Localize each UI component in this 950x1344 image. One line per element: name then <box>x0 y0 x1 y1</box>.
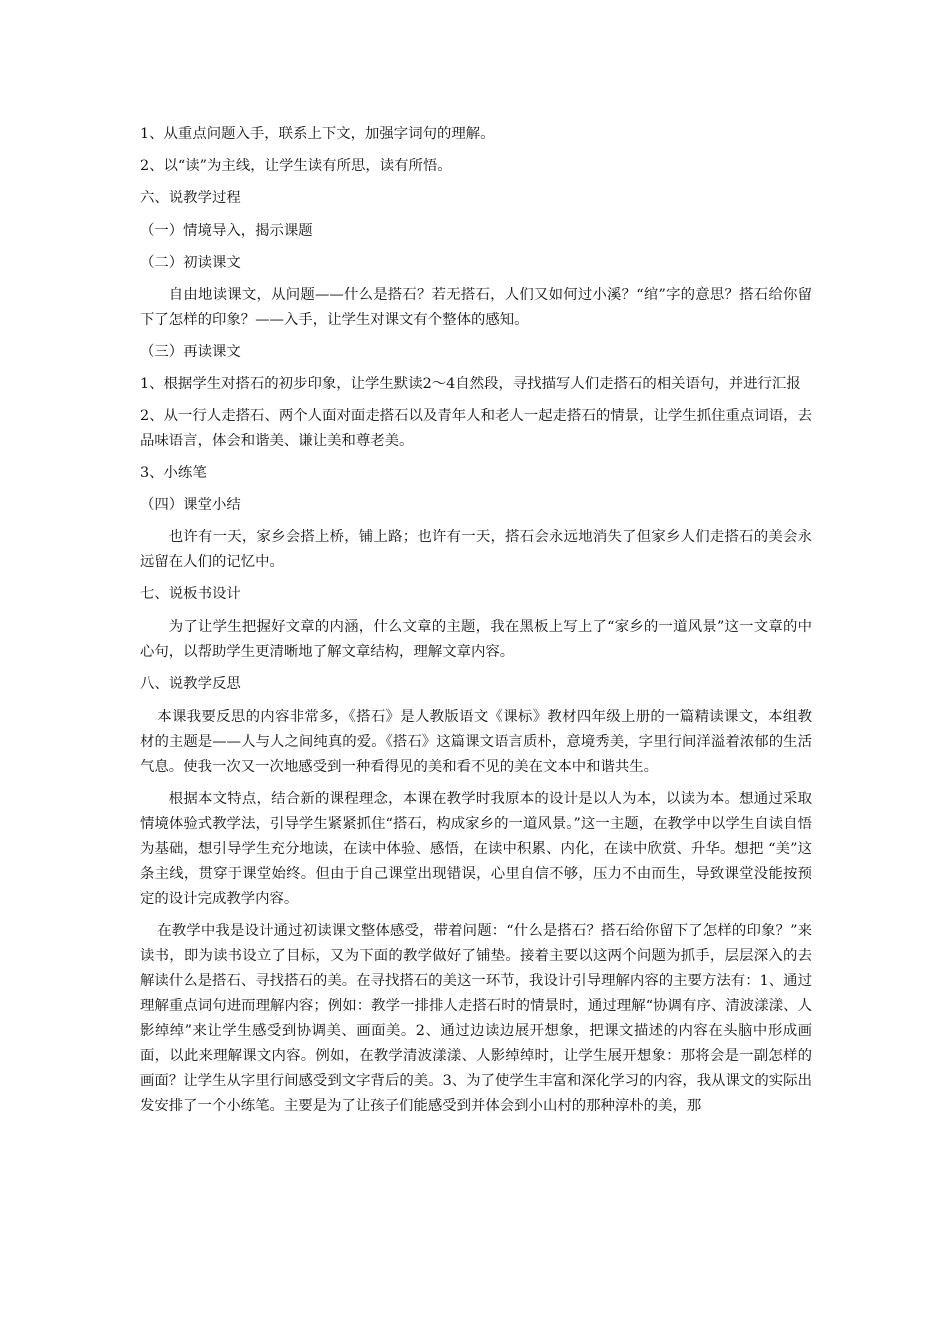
paragraph: 本课我要反思的内容非常多，《搭石》是人教版语文《课标》教材四年级上册的一篇精读课文，本组教材的主题是——人与人之间纯真的爱。《搭石》这篇课文语言质朴，意境秀美，字里行间洋溢着浓郁的生活气息。使我一次又一次地感受到一种看得见的美和看不见的美在文本中和谐共生。 <box>140 709 812 775</box>
sub-heading: （三）再读课文 <box>140 344 241 360</box>
paragraph: 2、从一行人走搭石、两个人面对面走搭石以及青年人和老人一起走搭石的情景，让学生抓住重点词语，去品味语言，体会和谐美、谦让美和尊老美。 <box>140 408 812 449</box>
section-heading: 八、说教学反思 <box>140 676 241 692</box>
document-body <box>140 122 812 1126</box>
sub-heading: （一）情境导入，揭示课题 <box>140 223 313 239</box>
paragraph: 为了让学生把握好文章的内涵，什么文章的主题，我在黑板上写上了“家乡的一道风景”这一文章的中心句，以帮助学生更清晰地了解文章结构，理解文章内容。 <box>140 619 812 660</box>
sub-heading: （四）课堂小结 <box>140 497 241 513</box>
paragraph: 在教学中我是设计通过初读课文整体感受，带着问题：“什么是搭石？搭石给你留下了怎样的印象？”来读书，即为读书设立了目标，又为下面的教学做好了铺垫。接着主要以这两个问题为抓手，层层深入的去解读什么是搭石、寻找搭石的美。在寻找搭石的美这一环节，我设计引导理解内容的主要方法有：1、通过理解重点词句进而理解内容；例如：教学一排排人走搭石时的情景时，通过理解“协调有序、清波漾漾、人影绰绰”来让学生感受到协调美、画面美。2、通过边读边展开想象，把课文描述的内容在头脑中形成画面，以此来理解课文内容。例如，在教学清波漾漾、人影绰绰时，让学生展开想象：那将会是一副怎样的画面？让学生从字里行间感受到文字背后的美。3、为了使学生丰富和深化学习的内容，我从课文的实际出发安排了一个小练笔。主要是为了让孩子们能感受到并体会到小山村的那种淳朴的美，那 <box>140 923 812 1114</box>
sub-heading: （二）初读课文 <box>140 255 241 271</box>
paragraph: 3、小练笔 <box>140 465 207 481</box>
paragraph: 1、从重点问题入手，联系上下文，加强字词句的理解。 <box>140 126 495 142</box>
section-heading: 七、说板书设计 <box>140 586 241 602</box>
paragraph: 自由地读课文，从问题——什么是搭石？若无搭石，人们又如何过小溪？“绾”字的意思？搭石给你留下了怎样的印象？——入手，让学生对课文有个整体的感知。 <box>140 287 812 328</box>
paragraph: 1、根据学生对搭石的初步印象，让学生默读2～4自然段，寻找描写人们走搭石的相关语句，并进行汇报 <box>140 376 801 392</box>
section-heading: 六、说教学过程 <box>140 190 241 206</box>
paragraph: 根据本文特点，结合新的课程理念，本课在教学时我原本的设计是以人为本，以读为本。想通过采取情境体验式教学法，引导学生紧紧抓住“搭石，构成家乡的一道风景。”这一主题，在教学中以学生自读自悟为基础，想引导学生充分地读，在读中体验、感悟，在读中积累、内化，在读中欣赏、升华。想把 “美”这条主线，贯穿于课堂始终。但由于自己课堂出现错误，心里自信不够，压力不由而生，导致课堂没能按预定的设计完成教学内容。 <box>140 791 812 907</box>
paragraph: 2、以“读”为主线，让学生读有所思，读有所悟。 <box>140 158 452 174</box>
paragraph: 也许有一天，家乡会搭上桥，铺上路；也许有一天，搭石会永远地消失了但家乡人们走搭石的美会永远留在人们的记忆中。 <box>140 529 812 570</box>
